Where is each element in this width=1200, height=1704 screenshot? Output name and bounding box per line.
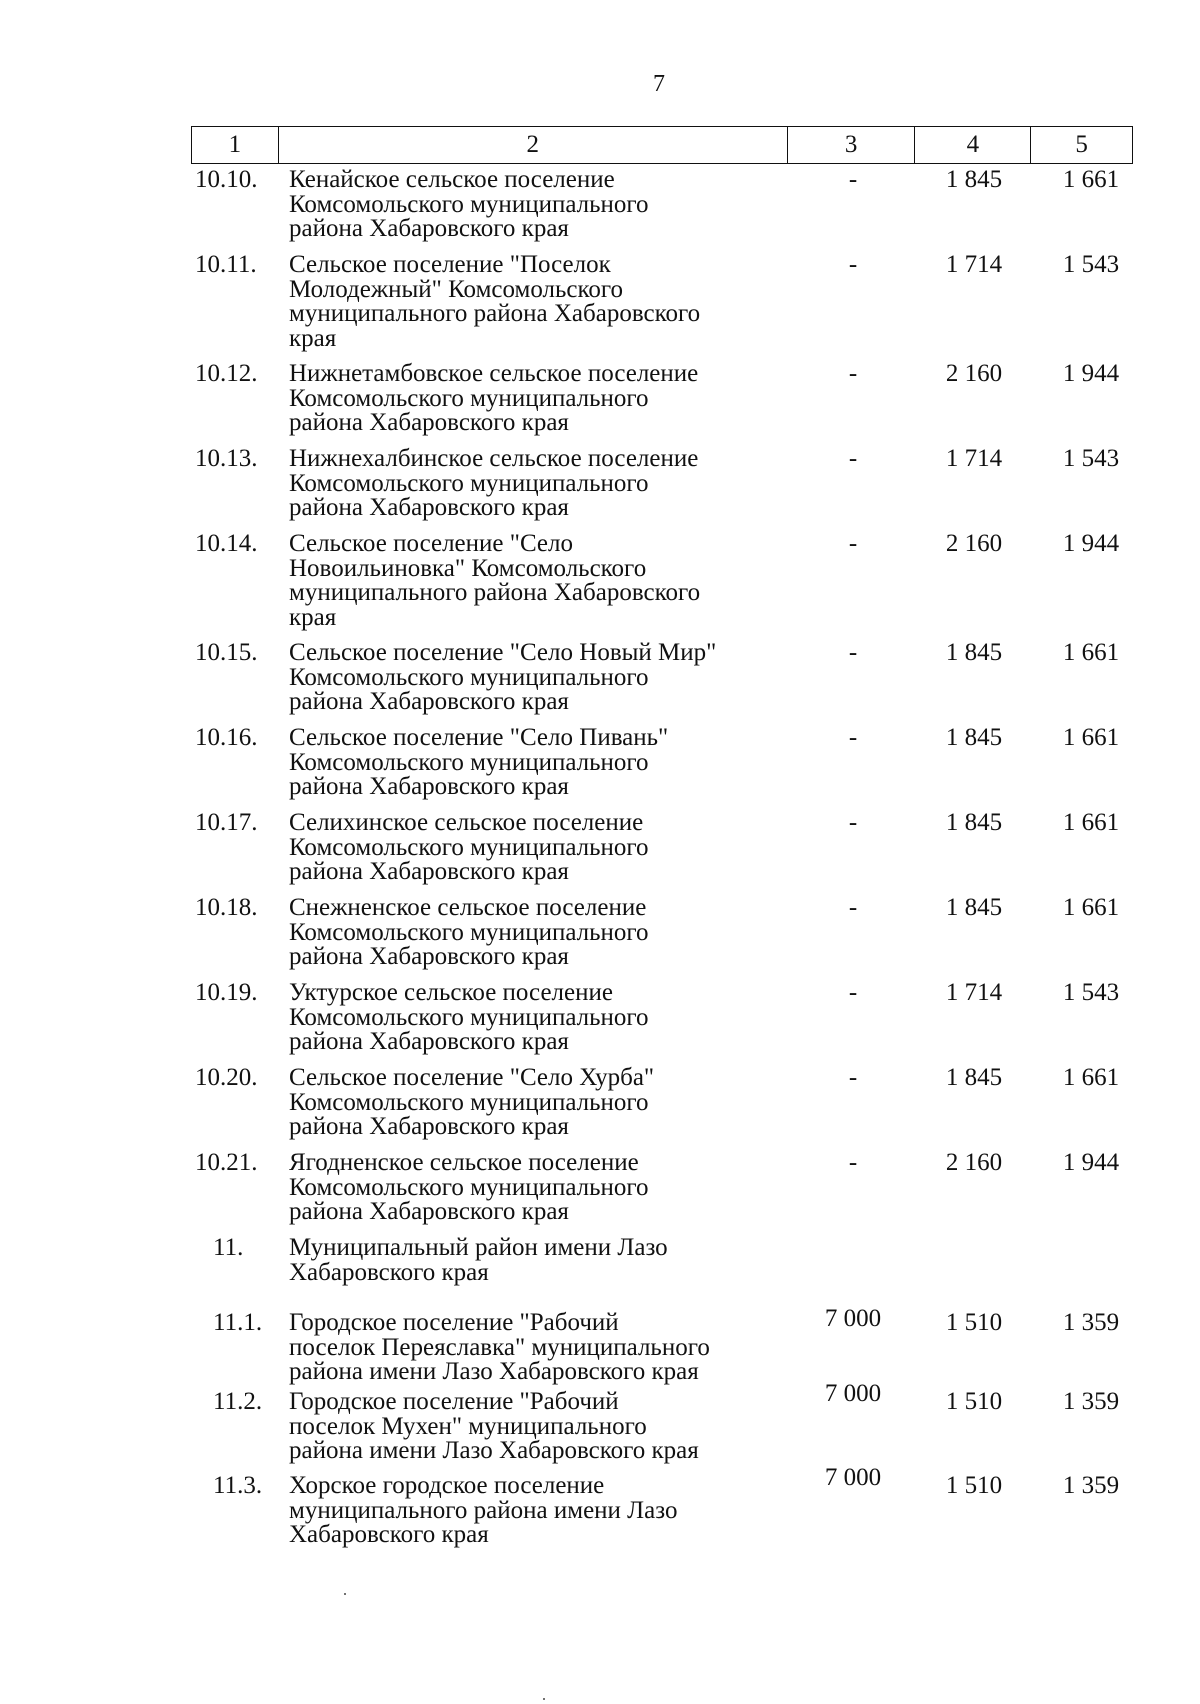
settlement-name-line: района Хабаровского края (289, 215, 569, 242)
row-number: 11. (213, 1234, 244, 1261)
row-number: 10.19. (195, 979, 258, 1006)
settlement-name-line: Комсомольского муниципального (289, 190, 649, 218)
settlement-name-line: Комсомольского муниципального (289, 833, 649, 861)
value-col-3: - (848, 809, 858, 836)
value-col-4: 1 845 (945, 894, 1003, 921)
value-col-4: 2 160 (945, 530, 1003, 557)
row-number: 10.15. (195, 639, 258, 666)
settlement-name (289, 1236, 789, 1285)
value-col-5: 1 543 (1062, 445, 1120, 472)
value-col-4: 2 160 (945, 360, 1003, 387)
settlement-name-line: района Хабаровского края (289, 943, 569, 970)
value-col-5: 1 359 (1062, 1388, 1120, 1415)
value-col-3: - (848, 1064, 858, 1091)
value-col-5: 1 661 (1062, 724, 1120, 751)
settlement-name-line: Новоильиновка" Комсомольского (289, 554, 647, 582)
settlement-name (289, 1066, 789, 1140)
header-col-4: 4 (915, 127, 1031, 163)
header-col-5: 5 (1075, 131, 1088, 158)
header-col-2: 2 (279, 127, 788, 163)
value-col-5: 1 359 (1062, 1309, 1120, 1336)
value-col-5: 1 359 (1062, 1472, 1120, 1499)
value-col-4: 1 845 (945, 1064, 1003, 1091)
settlement-name (289, 896, 789, 970)
header-col-3: 3 (788, 127, 916, 163)
settlement-name-line: Молодежный" Комсомольского (289, 275, 623, 303)
row-number: 11.2. (213, 1388, 263, 1415)
header-col-1: 1 (192, 127, 279, 163)
table-header-row (191, 126, 1133, 164)
settlement-name-line: поселок Мухен" муниципального (289, 1412, 647, 1440)
value-col-3: - (848, 724, 858, 751)
value-col-5: 1 944 (1062, 530, 1120, 557)
value-col-3: - (848, 979, 858, 1006)
value-col-5: 1 661 (1062, 166, 1120, 193)
settlement-name-line: Комсомольского муниципального (289, 469, 649, 497)
settlement-name (289, 726, 789, 800)
settlement-name (289, 1474, 789, 1548)
settlement-name-line: Комсомольского муниципального (289, 748, 649, 776)
value-col-3: 7 000 (824, 1305, 882, 1332)
value-col-5: 1 661 (1062, 1064, 1120, 1091)
settlement-name (289, 1151, 789, 1225)
settlement-name-line: Комсомольского муниципального (289, 663, 649, 691)
settlement-name-line: Комсомольского муниципального (289, 1088, 649, 1116)
settlement-name-line: Снежненское сельское поселение (289, 894, 647, 921)
row-number: 10.11. (195, 251, 257, 278)
settlement-name (289, 362, 789, 436)
value-col-4: 1 845 (945, 809, 1003, 836)
value-col-3: 7 000 (824, 1380, 882, 1407)
value-col-4: 1 510 (945, 1309, 1003, 1336)
row-number: 11.3. (213, 1472, 263, 1499)
row-number: 10.13. (195, 445, 258, 472)
row-number: 10.18. (195, 894, 258, 921)
settlement-name-line: района Хабаровского края (289, 409, 569, 436)
value-col-4: 1 845 (945, 724, 1003, 751)
settlement-name (289, 447, 789, 521)
row-number: 10.21. (195, 1149, 258, 1176)
value-col-3: - (848, 894, 858, 921)
settlement-name (289, 641, 789, 715)
settlement-name (289, 532, 789, 630)
settlement-name-line: района Хабаровского края (289, 773, 569, 800)
settlement-name (289, 1311, 789, 1385)
value-col-3: - (848, 166, 858, 193)
settlement-name-line: района Хабаровского края (289, 1028, 569, 1055)
settlement-name-line: Ягодненское сельское поселение (289, 1149, 639, 1176)
value-col-5: 1 944 (1062, 360, 1120, 387)
settlement-name-line: Хорское городское поселение (289, 1472, 605, 1499)
value-col-5: 1 661 (1062, 809, 1120, 836)
settlement-name (289, 981, 789, 1055)
settlement-name-line: района Хабаровского края (289, 494, 569, 521)
settlement-name-line: Хабаровского края (289, 1521, 489, 1548)
settlement-name-line: Комсомольского муниципального (289, 384, 649, 412)
settlement-name-line: Уктурское сельское поселение (289, 979, 613, 1006)
value-col-4: 1 510 (945, 1472, 1003, 1499)
value-col-4: 1 510 (945, 1388, 1003, 1415)
settlement-name-line: Сельское поселение "Поселок (289, 251, 611, 278)
value-col-4: 1 845 (945, 166, 1003, 193)
settlement-name-line: района Хабаровского края (289, 1198, 569, 1225)
settlement-name-line: Сельское поселение "Село Новый Мир" (289, 639, 717, 666)
row-number: 10.12. (195, 360, 258, 387)
settlement-name-line: Нижнехалбинское сельское поселение (289, 445, 699, 472)
settlement-name-line: края (289, 324, 337, 352)
value-col-4: 2 160 (945, 1149, 1003, 1176)
scan-speck (543, 1698, 545, 1700)
settlement-name-line: муниципального района Хабаровского (289, 300, 701, 327)
value-col-5: 1 661 (1062, 894, 1120, 921)
settlement-name-line: Сельское поселение "Село Пивань" (289, 724, 669, 751)
settlement-name-line: Сельское поселение "Село Хурба" (289, 1064, 655, 1091)
settlement-name-line: Нижнетамбовское сельское поселение (289, 360, 699, 387)
value-col-3: 7 000 (824, 1464, 882, 1491)
settlement-name-line: Муниципальный район имени Лазо (289, 1234, 668, 1261)
settlement-name-line: Городское поселение "Рабочий (289, 1388, 619, 1415)
value-col-4: 1 714 (945, 979, 1003, 1006)
settlement-name (289, 1390, 789, 1464)
value-col-5: 1 661 (1062, 639, 1120, 666)
row-number: 11.1. (213, 1309, 263, 1336)
settlement-name-line: района имени Лазо Хабаровского края (289, 1437, 699, 1464)
settlement-name-line: Городское поселение "Рабочий (289, 1309, 619, 1336)
value-col-5: 1 944 (1062, 1149, 1120, 1176)
settlement-name-line: края (289, 603, 337, 631)
row-number: 10.10. (195, 166, 258, 193)
value-col-3: - (848, 530, 858, 557)
row-number: 10.17. (195, 809, 258, 836)
row-number: 10.16. (195, 724, 258, 751)
settlement-name-line: поселок Переяславка" муниципального (289, 1333, 710, 1361)
row-number: 10.20. (195, 1064, 258, 1091)
value-col-4: 1 845 (945, 639, 1003, 666)
value-col-3: - (848, 251, 858, 278)
value-col-4: 1 714 (945, 445, 1003, 472)
settlement-name-line: района Хабаровского края (289, 688, 569, 715)
settlement-name-line: Селихинское сельское поселение (289, 809, 644, 836)
settlement-name (289, 168, 789, 242)
value-col-3: - (848, 1149, 858, 1176)
value-col-3: - (848, 360, 858, 387)
settlement-name-line: Комсомольского муниципального (289, 918, 649, 946)
settlement-name-line: района имени Лазо Хабаровского края (289, 1358, 699, 1385)
value-col-5: 1 543 (1062, 251, 1120, 278)
value-col-3: - (848, 639, 858, 666)
settlement-name-line: Комсомольского муниципального (289, 1173, 649, 1201)
settlement-name-line: Комсомольского муниципального (289, 1003, 649, 1031)
settlement-name-line: Кенайское сельское поселение (289, 166, 615, 193)
settlement-name-line: Хабаровского края (289, 1258, 489, 1286)
settlement-name-line: района Хабаровского края (289, 1113, 569, 1140)
value-col-5: 1 543 (1062, 979, 1120, 1006)
scan-speck (344, 1593, 346, 1595)
value-col-3: - (848, 445, 858, 472)
settlement-name (289, 811, 789, 885)
row-number: 10.14. (195, 530, 258, 557)
settlement-name-line: Сельское поселение "Село (289, 530, 574, 557)
settlement-name (289, 253, 789, 351)
settlement-name-line: района Хабаровского края (289, 858, 569, 885)
settlement-name-line: муниципального района имени Лазо (289, 1496, 678, 1524)
value-col-4: 1 714 (945, 251, 1003, 278)
page-number: 7 (653, 71, 665, 97)
settlement-name-line: муниципального района Хабаровского (289, 579, 701, 606)
